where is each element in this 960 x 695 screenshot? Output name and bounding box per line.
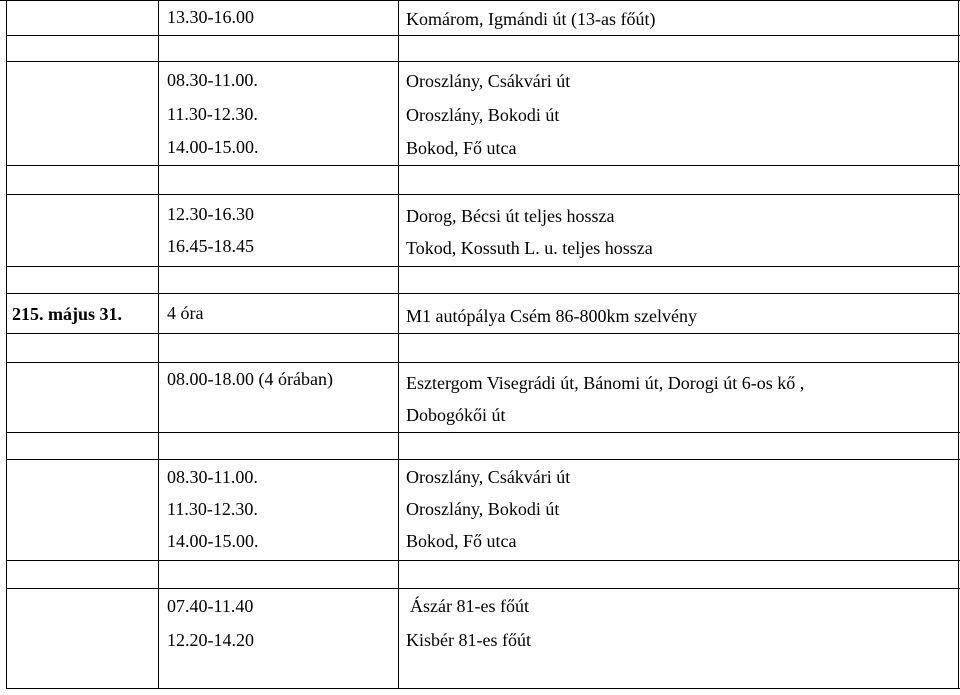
location-cell: Komárom, Igmándi út (13-as főút)	[406, 9, 656, 29]
location-cell: Esztergom Visegrádi út, Bánomi út, Dorogi út 6-os kő ,	[406, 373, 805, 393]
row-divider	[6, 688, 960, 689]
time-cell: 12.30-16.30	[167, 204, 254, 224]
time-cell: 11.30-12.30.	[167, 499, 258, 519]
location-cell: Bokod, Fő utca	[406, 138, 517, 158]
time-cell: 4 óra	[167, 303, 204, 323]
row-divider	[6, 194, 960, 195]
location-cell: Oroszlány, Bokodi út	[406, 105, 560, 125]
row-divider	[6, 560, 960, 561]
time-cell: 16.45-18.45	[167, 236, 254, 256]
column-divider	[158, 0, 159, 689]
location-cell: Oroszlány, Csákvári út	[406, 467, 571, 487]
location-cell: Kisbér 81-es főút	[406, 630, 531, 650]
time-cell: 14.00-15.00.	[167, 137, 259, 157]
time-cell: 11.30-12.30.	[167, 104, 258, 124]
location-cell: Oroszlány, Csákvári út	[406, 71, 571, 91]
location-cell: Oroszlány, Bokodi út	[406, 499, 560, 519]
row-divider	[0, 0, 960, 1]
time-cell: 08.00-18.00 (4 órában)	[167, 369, 333, 389]
time-cell: 12.20-14.20	[167, 630, 254, 650]
row-divider	[6, 459, 960, 460]
location-cell: Tokod, Kossuth L. u. teljes hossza	[406, 238, 653, 258]
row-divider	[6, 61, 960, 62]
time-cell: 14.00-15.00.	[167, 531, 259, 551]
location-cell: Ászár 81-es főút	[410, 596, 529, 616]
column-divider	[6, 0, 7, 689]
column-divider	[958, 0, 959, 689]
row-divider	[6, 333, 960, 334]
row-divider	[6, 588, 960, 589]
row-divider	[6, 362, 960, 363]
column-divider	[398, 0, 399, 689]
location-cell: Dorog, Bécsi út teljes hossza	[406, 206, 615, 226]
time-cell: 08.30-11.00.	[167, 467, 258, 487]
location-cell: M1 autópálya Csém 86-800km szelvény	[406, 306, 697, 326]
row-divider	[6, 432, 960, 433]
location-cell: Bokod, Fő utca	[406, 531, 517, 551]
date-cell: 215. május 31.	[12, 304, 123, 324]
location-cell: Dobogókői út	[406, 405, 506, 425]
row-divider	[6, 35, 960, 36]
row-divider	[6, 293, 960, 294]
time-cell: 13.30-16.00	[167, 7, 254, 27]
row-divider	[6, 165, 960, 166]
time-cell: 08.30-11.00.	[167, 70, 258, 90]
row-divider	[6, 266, 960, 267]
time-cell: 07.40-11.40	[167, 596, 254, 616]
